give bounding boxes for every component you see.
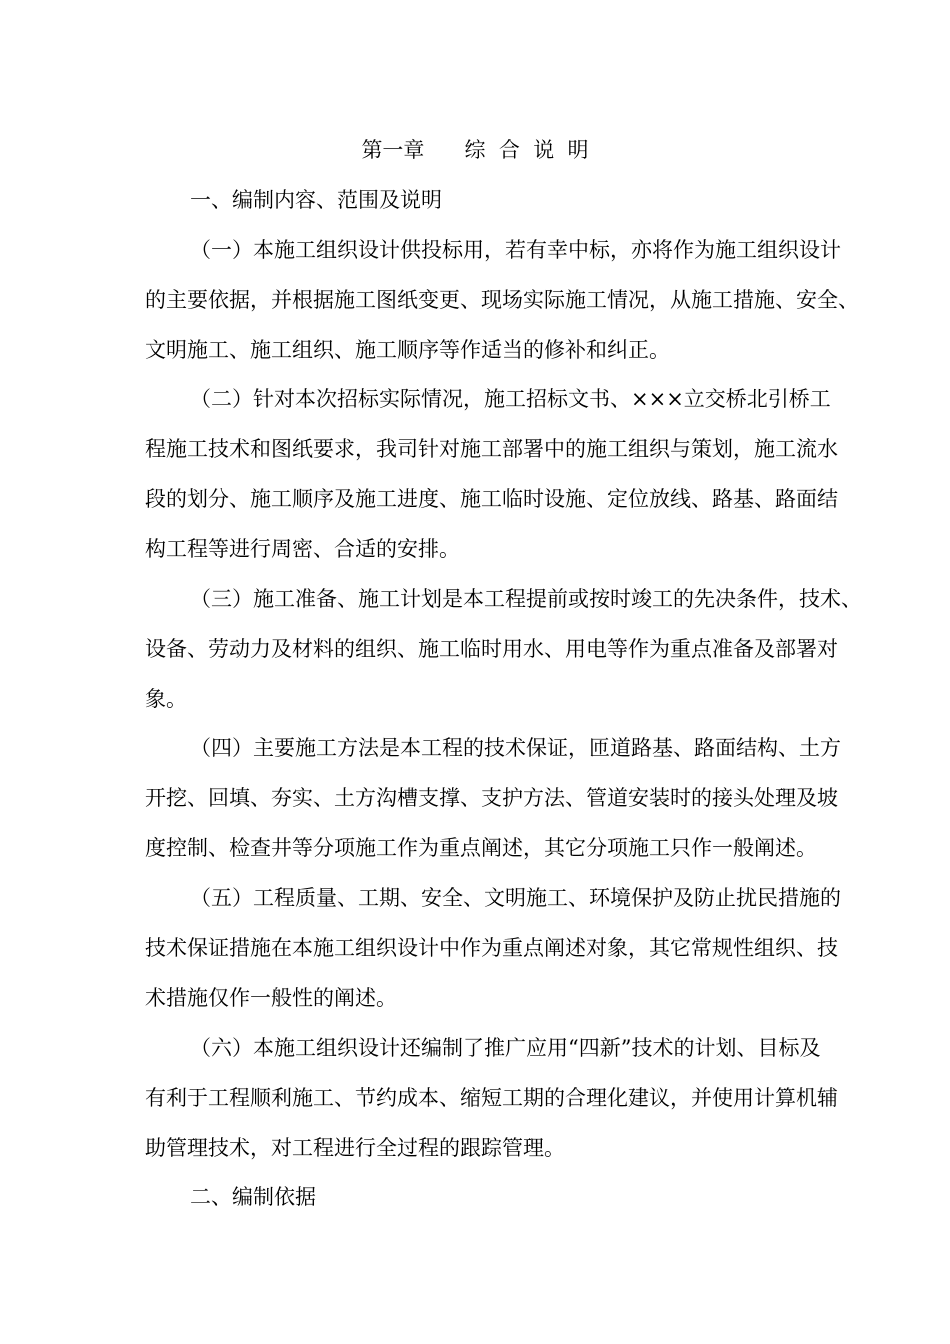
paragraph-line: （六）本施工组织设计还编制了推广应用“四新”技术的计划、目标及 bbox=[190, 1036, 821, 1060]
paragraph-line: 文明施工、施工组织、施工顺序等作适当的修补和纠正。 bbox=[145, 338, 670, 362]
paragraph-line: 构工程等进行周密、合适的安排。 bbox=[145, 537, 460, 561]
section-heading-compilation-basis: 二、编制依据 bbox=[190, 1185, 316, 1209]
paragraph-line: 程施工技术和图纸要求，我司针对施工部署中的施工组织与策划，施工流水 bbox=[145, 437, 838, 461]
paragraph-line: 技术保证措施在本施工组织设计中作为重点阐述对象，其它常规性组织、技 bbox=[145, 936, 838, 960]
paragraph-line: 助管理技术，对工程进行全过程的跟踪管理。 bbox=[145, 1136, 565, 1160]
paragraph-line: 象。 bbox=[145, 687, 187, 711]
paragraph-line: 的主要依据，并根据施工图纸变更、现场实际施工情况，从施工措施、安全、 bbox=[145, 288, 859, 312]
paragraph-line: 开挖、回填、夯实、土方沟槽支撑、支护方法、管道安装时的接头处理及坡 bbox=[145, 786, 838, 810]
paragraph-line: （一）本施工组织设计供投标用，若有幸中标，亦将作为施工组织设计 bbox=[190, 238, 841, 262]
paragraph-line: 设备、劳动力及材料的组织、施工临时用水、用电等作为重点准备及部署对 bbox=[145, 637, 838, 661]
paragraph-line: （四）主要施工方法是本工程的技术保证，匝道路基、路面结构、土方 bbox=[190, 736, 841, 760]
paragraph-line: 术措施仅作一般性的阐述。 bbox=[145, 986, 397, 1010]
paragraph-line: （三）施工准备、施工计划是本工程提前或按时竣工的先决条件，技术、 bbox=[190, 587, 862, 611]
paragraph-line: 段的划分、施工顺序及施工进度、施工临时设施、定位放线、路基、路面结 bbox=[145, 487, 838, 511]
paragraph-line: 有利于工程顺利施工、节约成本、缩短工期的合理化建议，并使用计算机辅 bbox=[145, 1086, 838, 1110]
paragraph-line: （二）针对本次招标实际情况，施工招标文书、×××立交桥北引桥工 bbox=[190, 387, 831, 411]
section-heading-compilation-scope: 一、编制内容、范围及说明 bbox=[190, 188, 442, 212]
paragraph-line: （五）工程质量、工期、安全、文明施工、环境保护及防止扰民措施的 bbox=[190, 886, 841, 910]
paragraph-line: 度控制、检查井等分项施工作为重点阐述，其它分项施工只作一般阐述。 bbox=[145, 836, 817, 860]
chapter-title: 第一章 综 合 说 明 bbox=[361, 138, 589, 162]
